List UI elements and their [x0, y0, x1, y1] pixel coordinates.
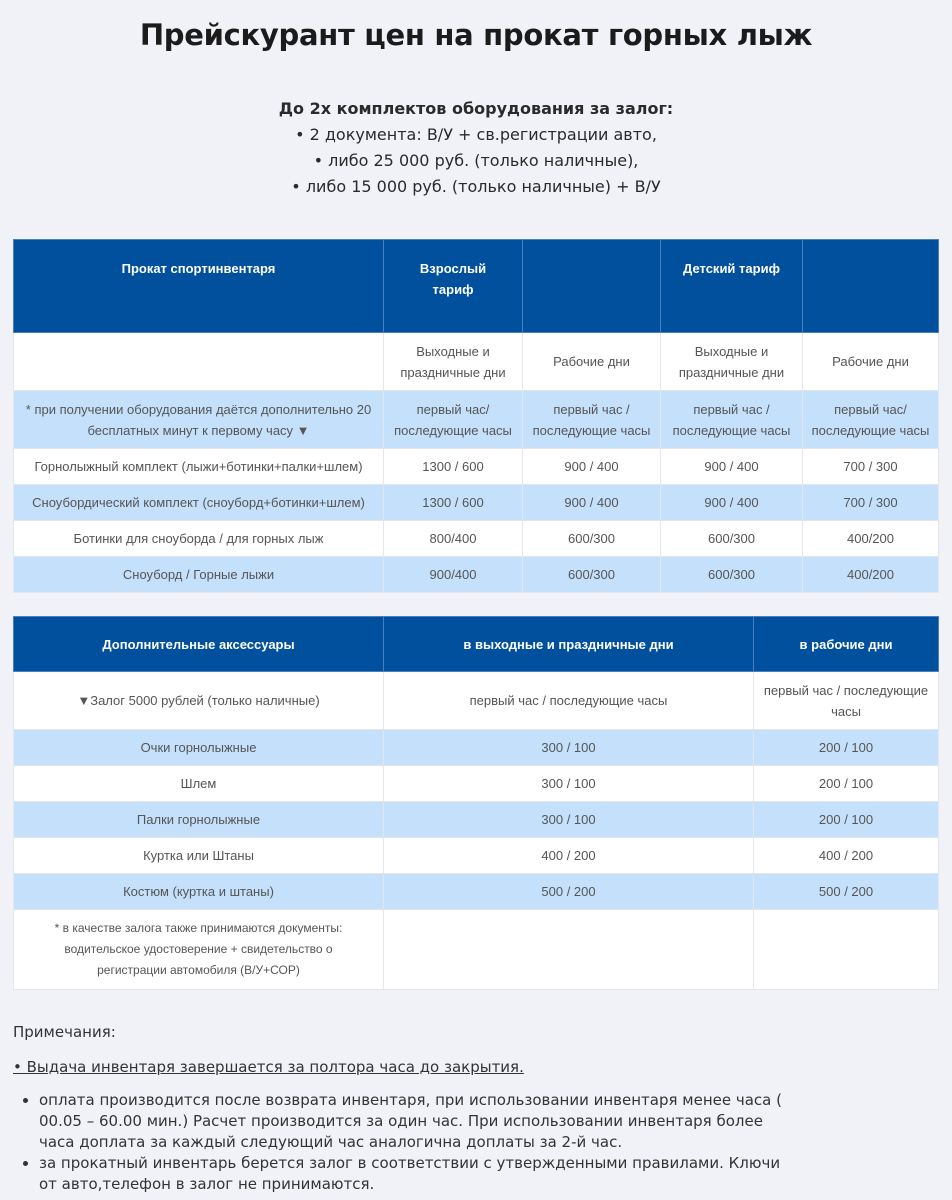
header-cell: Детский тариф: [661, 240, 803, 333]
deposit-footnote: * в качестве залога также принимаются документы: водительское удостоверение + свидетельство о регистрации автомобиля (В/У+СОР): [14, 910, 384, 990]
subheader-cell: [14, 333, 384, 391]
table-row: [14, 874, 939, 910]
subheader-cell: Рабочие дни: [523, 333, 661, 391]
subheader-cell: первый час / последующие часы: [384, 672, 754, 730]
item-name: Ботинки для сноуборда / для горных лыж: [14, 521, 384, 557]
price-cell: 900 / 400: [661, 485, 803, 521]
empty-cell: [754, 910, 939, 990]
header-cell: в рабочие дни: [754, 617, 939, 672]
item-name: Очки горнолыжные: [14, 730, 384, 766]
price-cell: 400 / 200: [754, 838, 939, 874]
price-cell: 400 / 200: [384, 838, 754, 874]
rental-price-table: [13, 239, 939, 593]
price-cell: 600/300: [661, 557, 803, 593]
accessories-price-table: [13, 616, 939, 990]
item-name: Куртка или Штаны: [14, 838, 384, 874]
price-cell: 300 / 100: [384, 802, 754, 838]
item-name: Палки горнолыжные: [14, 802, 384, 838]
price-cell: 900/400: [384, 557, 523, 593]
header-cell: [523, 240, 661, 333]
subheader-row: [14, 333, 939, 391]
header-cell: Дополнительные аксессуары: [14, 617, 384, 672]
price-cell: 400/200: [803, 521, 939, 557]
table-cell: первый час/ последующие часы: [384, 391, 523, 449]
price-cell: 700 / 300: [803, 485, 939, 521]
price-cell: 700 / 300: [803, 449, 939, 485]
price-cell: 300 / 100: [384, 730, 754, 766]
price-cell: 600/300: [661, 521, 803, 557]
price-cell: 800/400: [384, 521, 523, 557]
deposit-line: • 2 документа: В/У + св.регистрации авто,: [295, 125, 657, 144]
empty-cell: [384, 910, 754, 990]
table-row: [14, 449, 939, 485]
note-row: [14, 391, 939, 449]
notes-underlined: • Выдача инвентаря завершается за полтора часа до закрытия.: [13, 1058, 524, 1076]
price-cell: 300 / 100: [384, 766, 754, 802]
price-cell: 1300 / 600: [384, 485, 523, 521]
price-cell: 200 / 100: [754, 766, 939, 802]
item-name: Сноубордический комплект (сноуборд+ботинки+шлем): [14, 485, 384, 521]
table-row: [14, 802, 939, 838]
deposit-line: • либо 25 000 руб. (только наличные),: [313, 151, 639, 170]
table-row: [14, 557, 939, 593]
price-cell: 900 / 400: [661, 449, 803, 485]
price-cell: 200 / 100: [754, 802, 939, 838]
header-cell: в выходные и праздничные дни: [384, 617, 754, 672]
price-cell: 500 / 200: [754, 874, 939, 910]
notes-list: [13, 1090, 793, 1195]
table-cell: первый час / последующие часы: [661, 391, 803, 449]
subheader-cell: Выходные и праздничные дни: [384, 333, 523, 391]
subheader-cell: первый час / последующие часы: [754, 672, 939, 730]
page-title: Прейскурант цен на прокат горных лыж: [139, 18, 813, 52]
header-cell: Прокат спортинвентаря: [14, 240, 384, 333]
item-name: Шлем: [14, 766, 384, 802]
price-cell: 1300 / 600: [384, 449, 523, 485]
table-row: [14, 485, 939, 521]
table-cell: первый час / последующие часы: [523, 391, 661, 449]
deposit-info: [0, 96, 952, 200]
subheader-cell: Рабочие дни: [803, 333, 939, 391]
deposit-heading: До 2х комплектов оборудования за залог:: [278, 99, 674, 118]
table-row: [14, 766, 939, 802]
note-item: • за прокатный инвентарь берется залог в соответствии с утвержденными правилами. Ключи от авто,телефон в залог не принимаются.: [39, 1153, 793, 1195]
price-cell: 600/300: [523, 557, 661, 593]
subheader-row: [14, 672, 939, 730]
footnote-row: [14, 910, 939, 990]
subheader-cell: Выходные и праздничные дни: [661, 333, 803, 391]
table-cell: первый час/ последующие часы: [803, 391, 939, 449]
note-item: • оплата производится после возврата инвентаря, при использовании инвентаря менее часа ( 00.05 – 60.00 мин.) Расчет производится за один час. При использовании инвентаря более часа доплата за каждый следующий час аналогична доплаты за 2-й час.: [39, 1090, 793, 1153]
item-name: Горнолыжный комплект (лыжи+ботинки+палки+шлем): [14, 449, 384, 485]
table-header-row: [14, 617, 939, 672]
table-row: [14, 521, 939, 557]
item-name: Костюм (куртка и штаны): [14, 874, 384, 910]
free-minutes-note: * при получении оборудования даётся дополнительно 20 бесплатных минут к первому часу ▼: [14, 391, 384, 449]
price-cell: 200 / 100: [754, 730, 939, 766]
price-cell: 600/300: [523, 521, 661, 557]
header-cell: [803, 240, 939, 333]
price-cell: 900 / 400: [523, 485, 661, 521]
price-cell: 900 / 400: [523, 449, 661, 485]
price-cell: 500 / 200: [384, 874, 754, 910]
table-row: [14, 730, 939, 766]
table-header-row: [14, 240, 939, 333]
deposit-note: ▼Залог 5000 рублей (только наличные): [14, 672, 384, 730]
notes-section: [13, 1022, 793, 1195]
item-name: Сноуборд / Горные лыжи: [14, 557, 384, 593]
header-cell: Взрослый тариф: [384, 240, 523, 333]
notes-heading: Примечания:: [13, 1023, 116, 1041]
deposit-line: • либо 15 000 руб. (только наличные) + В/У: [291, 177, 661, 196]
price-cell: 400/200: [803, 557, 939, 593]
table-row: [14, 838, 939, 874]
